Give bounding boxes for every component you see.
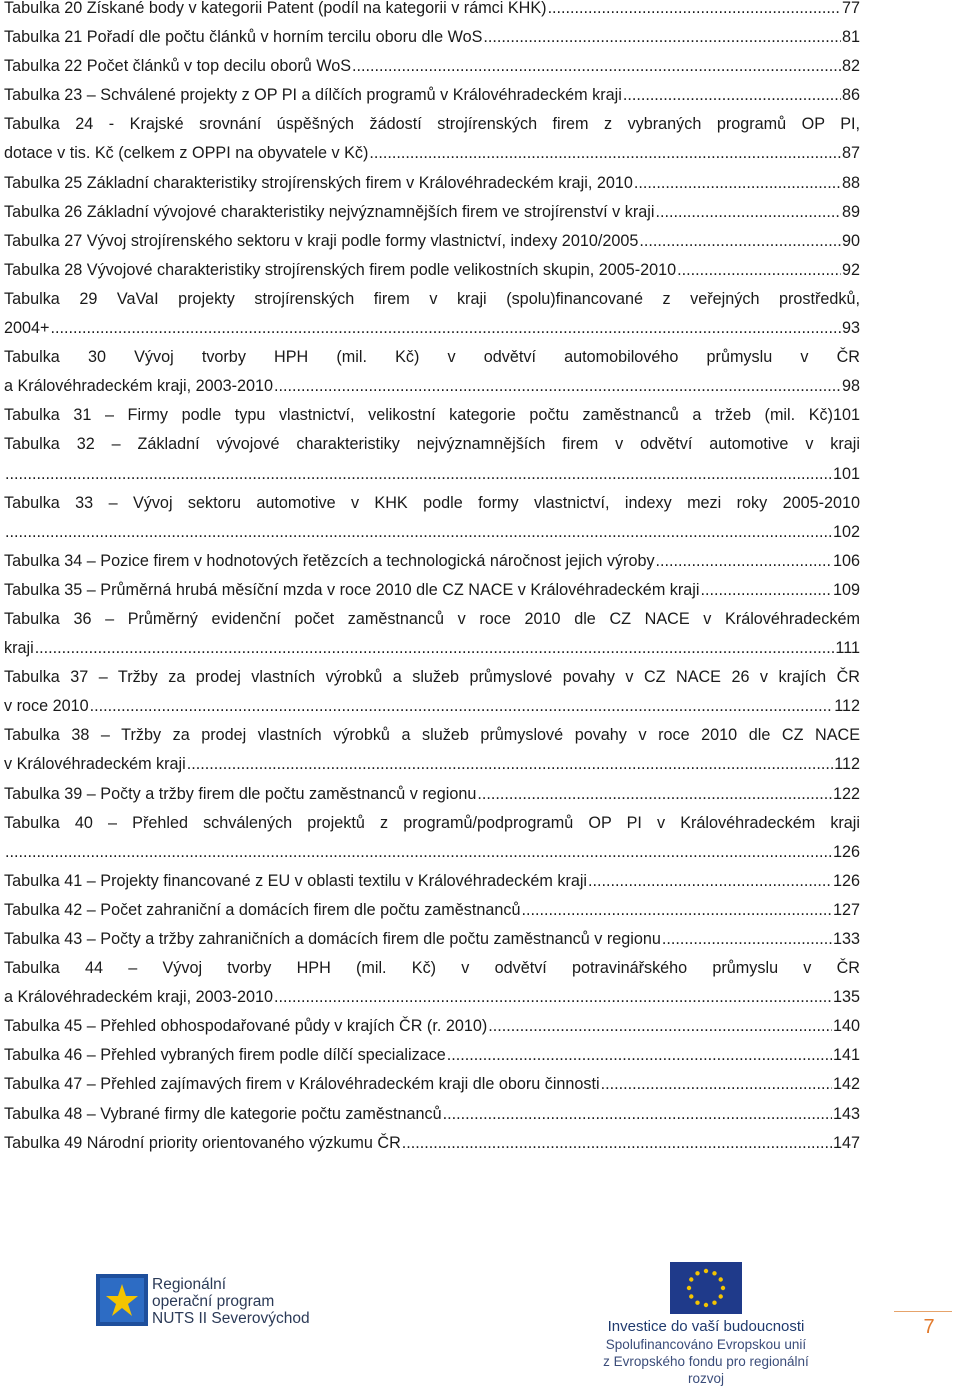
dot-leader [488, 1012, 832, 1041]
toc-entry[interactable] [4, 1100, 860, 1129]
toc-entry-page: 89 [841, 202, 860, 221]
eu-star-icon [719, 1277, 723, 1281]
toc-entry-line [4, 52, 860, 81]
eu-star-icon [704, 1303, 708, 1307]
dot-leader [601, 1070, 832, 1099]
toc-entry[interactable] [4, 52, 860, 81]
page-number-rule [894, 1311, 952, 1312]
toc-entry-line [4, 867, 860, 896]
toc-entry-page: 77 [841, 0, 860, 17]
toc-entry-title: kraji [4, 639, 34, 658]
dot-leader [655, 198, 841, 227]
dot-leader [662, 925, 832, 954]
toc-entry-title: a Královéhradeckém kraji, 2003-2010 [4, 377, 274, 396]
toc-entry-line [4, 896, 860, 925]
toc-entry[interactable] [4, 954, 860, 1012]
toc-entry[interactable] [4, 401, 860, 430]
toc-entry-line [4, 634, 860, 663]
toc-entry-page: 133 [832, 930, 860, 948]
toc-entry[interactable] [4, 663, 860, 721]
dot-leader [677, 256, 841, 285]
toc-entry[interactable] [4, 285, 860, 343]
toc-entry-page: 122 [832, 784, 860, 803]
dot-leader [522, 896, 832, 925]
toc-entry-line [4, 430, 860, 459]
toc-entry[interactable] [4, 1012, 860, 1041]
toc-entry-line [4, 0, 860, 23]
eu-star-icon [704, 1269, 708, 1273]
dot-leader [548, 0, 841, 23]
toc-entry-title: Tabulka 20 Získané body v kategorii Patent (podíl na kategorii v rámci KHK) [4, 0, 547, 17]
toc-entry-line [4, 81, 860, 110]
eu-logo-text [586, 1318, 826, 1387]
dot-leader [700, 576, 832, 605]
eu-star-icon [719, 1294, 723, 1298]
toc-entry-title: 2004+ [4, 319, 50, 338]
toc-entry-title: Tabulka 39 – Počty a tržby firem dle počtu zaměstnanců v regionu [4, 784, 477, 803]
toc-entry[interactable] [4, 169, 860, 198]
toc-entry-title: Tabulka 41 – Projekty financované z EU v oblasti textilu v Královéhradeckém kraji [4, 871, 588, 890]
eu-flag-icon [670, 1262, 742, 1314]
rop-line-2: operační program [152, 1293, 275, 1310]
toc-entry-page: 98 [841, 377, 860, 396]
toc-entry[interactable] [4, 576, 860, 605]
eu-star-icon [695, 1301, 699, 1305]
toc-entry-title: Tabulka 36 – Průměrný evidenční počet zaměstnanců v roce 2010 dle CZ NACE v Královéhradeckém [4, 609, 860, 628]
toc-entry[interactable] [4, 896, 860, 925]
eu-star-icon [712, 1271, 716, 1275]
toc-entry-line [4, 23, 860, 52]
toc-entry-line [4, 285, 860, 314]
dot-leader [639, 227, 841, 256]
toc-entry-line [4, 983, 860, 1012]
toc-entry-title: Tabulka 24 - Krajské srovnání úspěšných žádostí strojírenských firem z vybraných programů OP PI, [4, 115, 860, 134]
eu-star-icon [689, 1294, 693, 1298]
toc-entry-page: 111 [835, 639, 860, 658]
toc-entry[interactable] [4, 343, 860, 401]
toc-entry[interactable] [4, 110, 860, 168]
eu-logo [586, 1262, 826, 1386]
eu-star-icon [721, 1286, 725, 1290]
toc-entry-line [4, 1129, 860, 1158]
toc-entry-line [4, 169, 860, 198]
toc-entry[interactable] [4, 198, 860, 227]
toc-entry-title: Tabulka 49 Národní priority orientovaného výzkumu ČR [4, 1133, 401, 1152]
toc-entry-line [4, 1070, 860, 1099]
toc-entry[interactable] [4, 867, 860, 896]
toc-entry-title: Tabulka 33 – Vývoj sektoru automotive v KHK podle formy vlastnictví, indexy mezi roky 2005-2010 [4, 493, 860, 512]
dot-leader [634, 169, 841, 198]
table-of-tables [4, 0, 860, 1158]
rop-emblem-icon [96, 1274, 148, 1326]
toc-entry[interactable] [4, 430, 860, 488]
toc-entry-title: Tabulka 42 – Počet zahraniční a domácích firem dle počtu zaměstnanců [4, 900, 521, 919]
toc-entry-title: Tabulka 29 VaVaI projekty strojírenských firem v kraji (spolu)financované z veřejných prostředků, [4, 289, 860, 308]
toc-entry-line [4, 256, 860, 285]
dot-leader [5, 518, 832, 547]
toc-entry-page: 135 [832, 988, 860, 1007]
dot-leader [369, 139, 841, 168]
toc-entry-title: Tabulka 26 Základní vývojové charakteristiky nejvýznamnějších firem ve strojírenství v kraji [4, 202, 655, 221]
dot-leader [483, 23, 841, 52]
dot-leader [274, 372, 841, 401]
toc-entry-page: 141 [832, 1046, 860, 1065]
rop-logo-text [152, 1276, 312, 1327]
toc-entry-line [4, 110, 860, 139]
toc-entry-title: Tabulka 28 Vývojové charakteristiky strojírenských firem podle velikostních skupin, 2005-2010 [4, 260, 677, 279]
toc-entry-line [4, 372, 860, 401]
toc-entry-title: Tabulka 43 – Počty a tržby zahraničních a domácích firem dle počtu zaměstnanců v regionu [4, 930, 661, 948]
toc-entry-title: Tabulka 31 – Firmy podle typu vlastnictví, velikostní kategorie počtu zaměstnanců a tržeb (mil. Kč)101 [4, 406, 860, 425]
toc-entry-line [4, 401, 860, 430]
toc-entry-page: 92 [841, 260, 860, 279]
toc-entry-title: Tabulka 25 Základní charakteristiky strojírenských firem v Královéhradeckém kraji, 2010 [4, 173, 633, 192]
dot-leader [5, 460, 832, 489]
toc-entry-page: 81 [841, 28, 860, 47]
toc-entry-title: Tabulka 46 – Přehled vybraných firem podle dílčí specializace [4, 1046, 446, 1065]
toc-entry[interactable] [4, 547, 860, 576]
toc-entry-line [4, 1041, 860, 1070]
toc-entry[interactable] [4, 1129, 860, 1158]
toc-entry-line [4, 343, 860, 372]
toc-entry-line [4, 692, 860, 721]
toc-entry-title: Tabulka 34 – Pozice firem v hodnotových řetězcích a technologická náročnost jejich výroby [4, 551, 655, 570]
page-number: 7 [923, 1316, 935, 1338]
toc-entry-title: v Královéhradeckém kraji [4, 755, 186, 774]
toc-entry[interactable] [4, 227, 860, 256]
dot-leader [187, 750, 833, 779]
toc-entry-line [4, 750, 860, 779]
eu-star-icon [695, 1271, 699, 1275]
dot-leader [35, 634, 835, 663]
dot-leader [656, 547, 832, 576]
toc-entry-page: 90 [841, 231, 860, 250]
dot-leader [477, 780, 832, 809]
toc-entry-title: Tabulka 47 – Přehled zajímavých firem v Královéhradeckém kraji dle oboru činnosti [4, 1075, 600, 1094]
toc-entry-title: Tabulka 27 Vývoj strojírenského sektoru v kraji podle formy vlastnictví, indexy 2010/2005 [4, 231, 639, 250]
toc-entry-line [4, 227, 860, 256]
toc-entry-line [4, 605, 860, 634]
toc-entry-line [4, 838, 860, 867]
toc-entry[interactable] [4, 809, 860, 867]
toc-entry-page: 87 [841, 144, 860, 163]
toc-entry-line [4, 925, 860, 954]
toc-entry[interactable] [4, 925, 860, 954]
eu-star-icon [712, 1301, 716, 1305]
rop-line-1: Regionální [152, 1276, 227, 1293]
dot-leader [402, 1129, 832, 1158]
dot-leader [90, 692, 834, 721]
toc-entry-title: a Královéhradeckém kraji, 2003-2010 [4, 988, 274, 1007]
toc-entry-line [4, 547, 860, 576]
toc-entry-page: 93 [841, 319, 860, 338]
toc-entry-page: 140 [832, 1017, 860, 1036]
toc-entry-line [4, 1100, 860, 1129]
toc-entry-title: Tabulka 37 – Tržby za prodej vlastních výrobků a služeb průmyslové povahy v CZ NACE 26 v krajích ČR [4, 668, 860, 687]
toc-entry-line [4, 314, 860, 343]
toc-entry-line [4, 954, 860, 983]
toc-entry-title: dotace v tis. Kč (celkem z OPPI na obyvatele v Kč) [4, 144, 369, 163]
toc-entry-title: Tabulka 44 – Vývoj tvorby HPH (mil. Kč) v odvětví potravinářského průmyslu v ČR [4, 959, 860, 978]
toc-entry-line [4, 663, 860, 692]
toc-entry-page: 127 [832, 900, 860, 919]
dot-leader [623, 81, 841, 110]
toc-entry-line [4, 489, 860, 518]
toc-entry-line [4, 576, 860, 605]
toc-entry-title: Tabulka 38 – Tržby za prodej vlastních výrobků a služeb průmyslové povahy v roce 2010 dle CZ NACE [4, 726, 860, 745]
eu-cofinanced: Spolufinancováno Evropskou unií [605, 1337, 807, 1352]
toc-entry[interactable] [4, 489, 860, 547]
toc-entry[interactable] [4, 1070, 860, 1099]
toc-entry-page: 106 [832, 551, 860, 570]
toc-entry-page: 86 [841, 86, 860, 105]
toc-entry-page: 142 [832, 1075, 860, 1094]
toc-entry[interactable] [4, 23, 860, 52]
toc-entry-line [4, 460, 860, 489]
dot-leader [443, 1100, 832, 1129]
toc-entry[interactable] [4, 721, 860, 779]
dot-leader [352, 52, 841, 81]
toc-entry-title: Tabulka 21 Pořadí dle počtu článků v horním tercilu oboru dle WoS [4, 28, 483, 47]
toc-entry-page: 126 [832, 842, 860, 861]
dot-leader [588, 867, 832, 896]
toc-entry-title: Tabulka 30 Vývoj tvorby HPH (mil. Kč) v odvětví automobilového průmyslu v ČR [4, 348, 860, 367]
toc-entry-page: 143 [832, 1104, 860, 1123]
toc-entry[interactable] [4, 605, 860, 663]
toc-entry-title: Tabulka 35 – Průměrná hrubá měsíční mzda v roce 2010 dle CZ NACE v Královéhradeckém kraji [4, 580, 700, 599]
dot-leader [50, 314, 841, 343]
eu-star-icon [687, 1286, 691, 1290]
toc-entry-title: Tabulka 48 – Vybrané firmy dle kategorie počtu zaměstnanců [4, 1104, 442, 1123]
toc-entry-title: Tabulka 32 – Základní vývojové charakteristiky nejvýznamnějších firem v odvětví automotive v kraji [4, 435, 860, 454]
toc-entry[interactable] [4, 81, 860, 110]
toc-entry-title: Tabulka 23 – Schválené projekty z OP PI a dílčích programů v Královéhradeckém kraji [4, 86, 622, 105]
rop-line-3: NUTS II Severovýchod [152, 1310, 310, 1327]
toc-entry-page: 101 [832, 464, 860, 483]
toc-entry-title: Tabulka 45 – Přehled obhospodařované půdy v krajích ČR (r. 2010) [4, 1017, 488, 1036]
toc-entry-line [4, 721, 860, 750]
toc-entry-page: 112 [834, 755, 860, 774]
toc-entry[interactable] [4, 780, 860, 809]
dot-leader [274, 983, 832, 1012]
toc-entry-page: 102 [832, 522, 860, 541]
eu-slogan: Investice do vaší budoucnosti [607, 1318, 805, 1335]
toc-entry-page: 112 [834, 697, 860, 716]
toc-entry[interactable] [4, 256, 860, 285]
toc-entry-title: v roce 2010 [4, 697, 89, 716]
eu-star-icon [689, 1277, 693, 1281]
toc-entry-line [4, 139, 860, 168]
toc-entry-title: Tabulka 40 – Přehled schválených projektů z programů/podprogramů OP PI v Královéhradeckém kraji [4, 813, 860, 832]
toc-entry-line [4, 809, 860, 838]
toc-entry-line [4, 518, 860, 547]
toc-entry-page: 126 [832, 871, 860, 890]
toc-entry-line [4, 1012, 860, 1041]
rop-logo [96, 1274, 310, 1330]
eu-fund: z Evropského fondu pro regionální rozvoj [603, 1354, 809, 1386]
dot-leader [447, 1041, 832, 1070]
toc-entry-page: 147 [832, 1133, 860, 1152]
toc-entry-line [4, 198, 860, 227]
toc-entry[interactable] [4, 0, 860, 23]
toc-entry-title: Tabulka 22 Počet článků v top decilu oborů WoS [4, 57, 352, 76]
toc-entry-page: 109 [832, 580, 860, 599]
toc-entry[interactable] [4, 1041, 860, 1070]
toc-entry-line [4, 780, 860, 809]
toc-entry-page: 88 [841, 173, 860, 192]
dot-leader [5, 838, 832, 867]
toc-entry-page: 82 [841, 57, 860, 76]
